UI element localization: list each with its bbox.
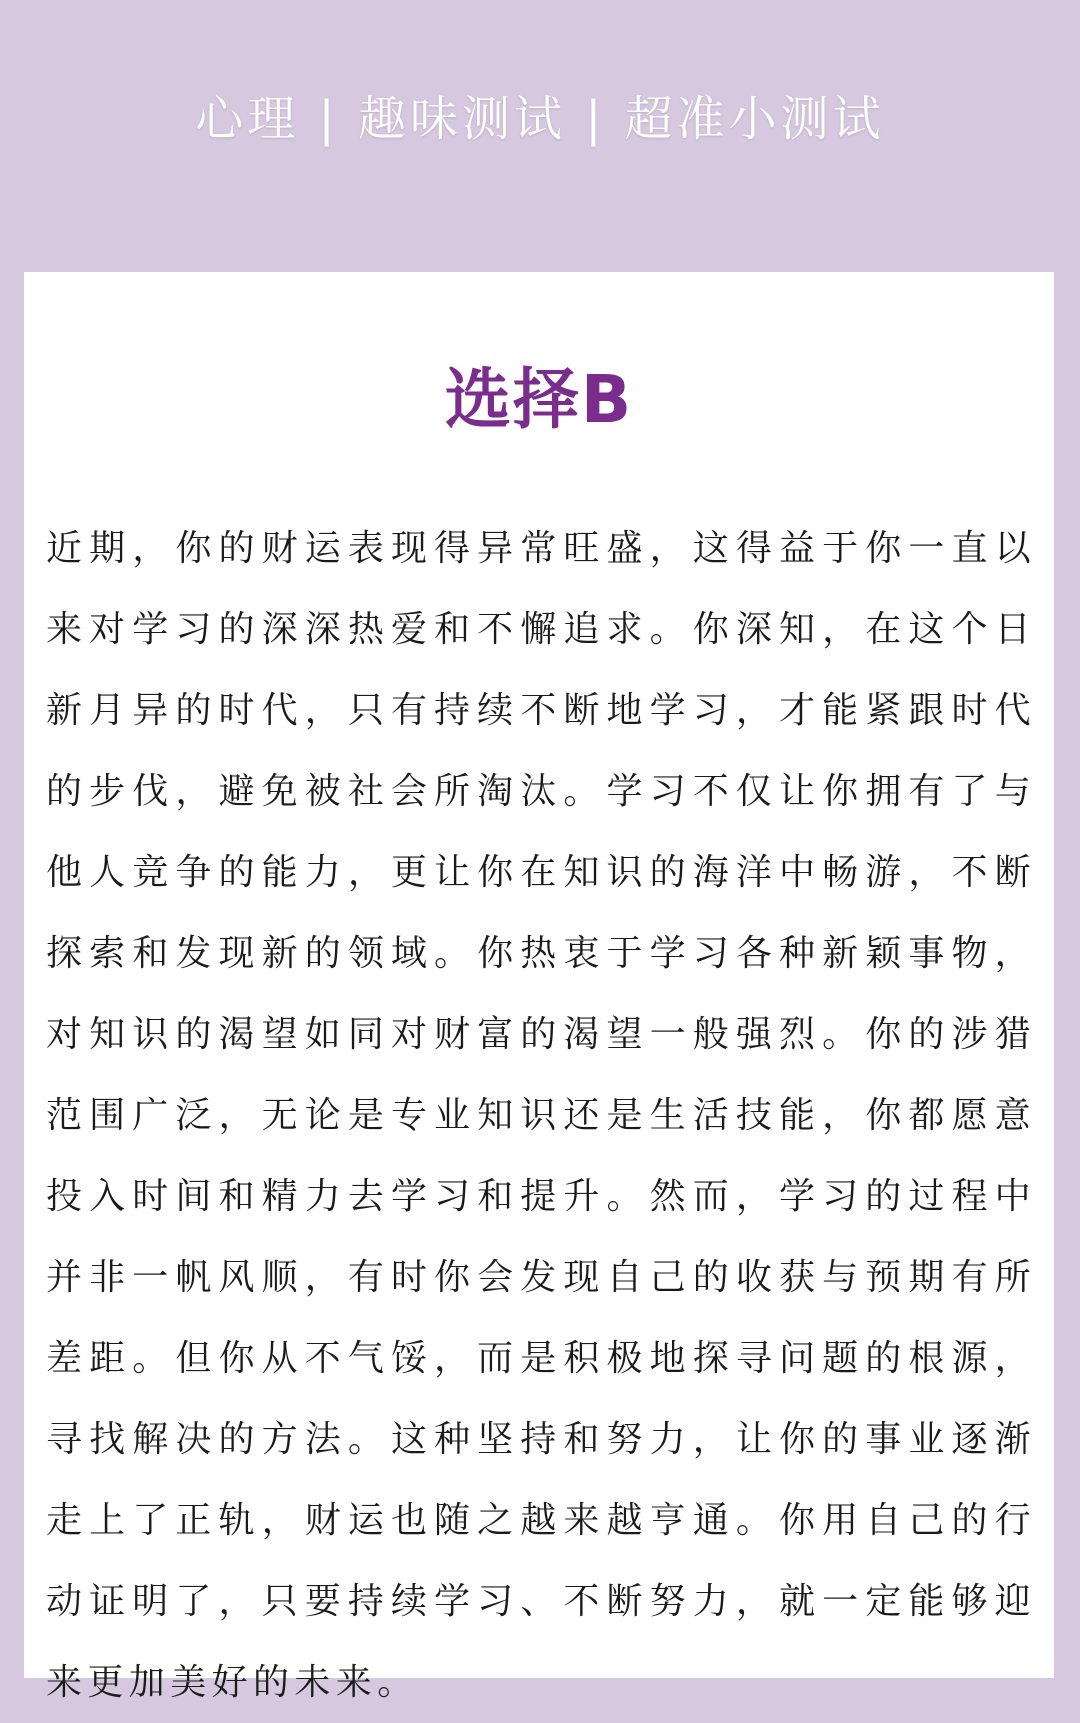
- body-paragraph: 近期，你的财运表现得异常旺盛，这得益于你一直以来对学习的深深热爱和不懈追求。你深知，在这个日新月异的时代，只有持续不断地学习，才能紧跟时代的步伐，避免被社会所淘汰。学习不仅让你拥有了与他人竞争的能力，更让你在知识的海洋中畅游，不断探索和发现新的领域。你热衷于学习各种新颖事物，对知识的渴望如同对财富的渴望一般强烈。你的涉猎范围广泛，无论是专业知识还是生活技能，你都愿意投入时间和精力去学习和提升。然而，学习的过程中并非一帆风顺，有时你会发现自己的收获与预期有所差距。但你从不气馁，而是积极地探寻问题的根源，寻找解决的方法。这种坚持和努力，让你的事业逐渐走上了正轨，财运也随之越来越亨通。你用自己的行动证明了，只要持续学习、不断努力，就一定能够迎来更加美好的未来。: [46, 528, 1036, 1703]
- page-title: 选择B: [444, 361, 634, 438]
- header-banner: 心理 | 趣味测试 | 超准小测试: [195, 91, 885, 147]
